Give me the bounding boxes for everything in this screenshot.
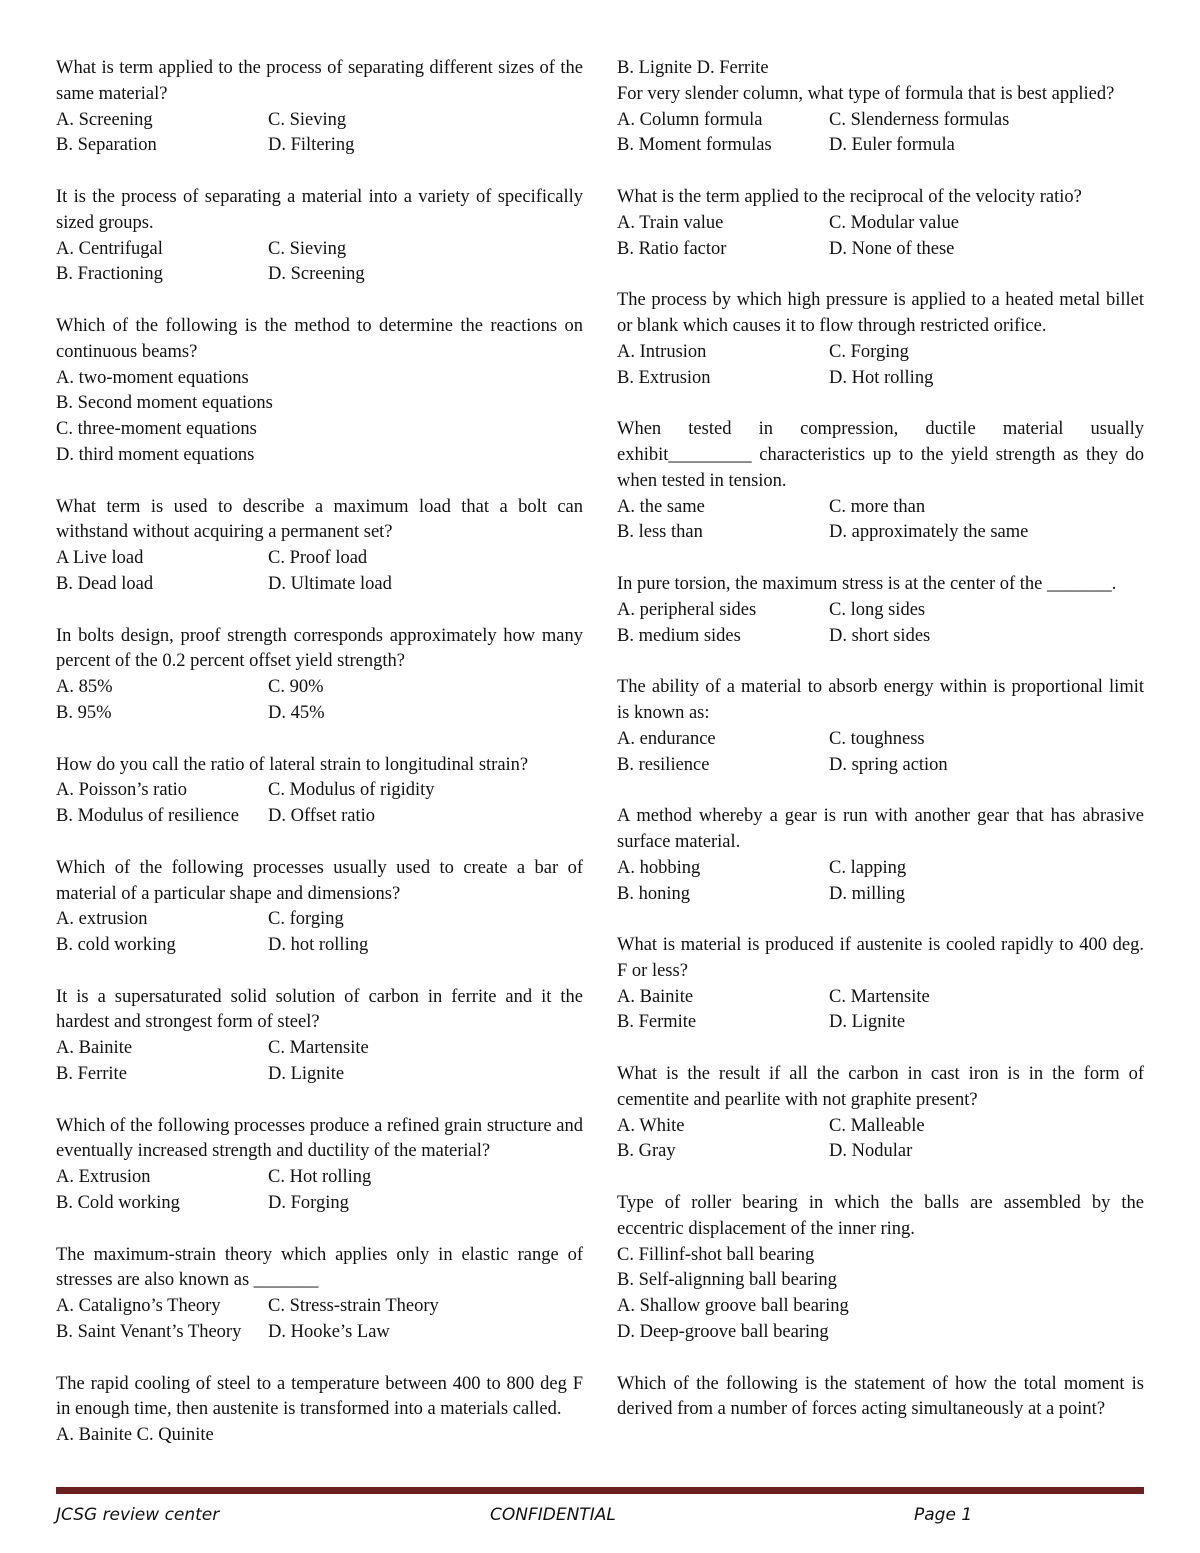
choice-option: A. Train value <box>617 212 724 233</box>
question-stem: Type of roller bearing in which the balls are assembled by the eccentric displacement of the inner ring. <box>617 1193 1144 1239</box>
choice-option: C. Slenderness formulas <box>829 109 1010 130</box>
question-block <box>617 675 1144 778</box>
choice-option: C. toughness <box>829 728 925 749</box>
spacer <box>617 262 1144 288</box>
choice-row <box>56 572 583 598</box>
choice-option: B. Second moment equations <box>56 393 273 414</box>
question-stem: It is a supersaturated solid solution of carbon in ferrite and it the hardest and strongest form of steel? <box>56 986 583 1033</box>
choice-option: B. Modulus of resilience <box>56 806 239 827</box>
choice-row <box>56 675 583 701</box>
question-block <box>56 856 583 959</box>
choice-row <box>617 1114 1144 1140</box>
choice-row <box>617 108 1144 134</box>
choice-option: C. Proof load <box>268 548 368 569</box>
spacer <box>617 546 1144 572</box>
question-block <box>617 572 1144 649</box>
right-column <box>617 56 1144 1423</box>
choice-option: C. Sieving <box>268 109 347 130</box>
choice-option: B. Fractioning <box>56 264 163 285</box>
question-block <box>56 314 583 469</box>
question-stem: A method whereby a gear is run with another gear that has abrasive surface material. <box>617 806 1144 852</box>
spacer <box>56 1217 583 1243</box>
choice-option: B. Separation <box>56 135 157 156</box>
choice-option: D. hot rolling <box>268 935 369 956</box>
choice-option: A. extrusion <box>56 909 148 930</box>
spacer <box>56 959 583 985</box>
question-stem: The rapid cooling of steel to a temperature between 400 to 800 deg F in enough time, then austenite is transformed into a materials called. <box>56 1373 583 1420</box>
choice-option: C. Stress-strain Theory <box>268 1296 439 1317</box>
choice-row <box>617 727 1144 753</box>
choice-option: C. three-moment equations <box>56 419 257 440</box>
choice-row <box>617 520 1144 546</box>
choice-row <box>617 1139 1144 1165</box>
choice-option: B. Moment formulas <box>617 135 772 156</box>
choice-option: D. milling <box>829 883 906 904</box>
footer-left-text: JCSG review center <box>56 1505 220 1525</box>
question-stem: In bolts design, proof strength corresponds approximately how many percent of the 0.2 percent offset yield strength? <box>56 625 583 672</box>
choice-row <box>56 1036 583 1062</box>
choice-option: B. Dead load <box>56 573 154 594</box>
choice-row <box>56 1165 583 1191</box>
choice-row <box>56 108 583 134</box>
choice-row <box>617 1010 1144 1036</box>
question-block <box>56 1243 583 1346</box>
question-block <box>617 288 1144 391</box>
choice-option: A. Shallow groove ball bearing <box>617 1296 849 1317</box>
spacer <box>56 159 583 185</box>
choice-option: D. approximately the same <box>829 522 1029 543</box>
choice-option: D. spring action <box>829 754 948 775</box>
question-stem: The maximum-strain theory which applies only in elastic range of stresses are also known as _______ <box>56 1244 583 1291</box>
choice-option: D. Deep-groove ball bearing <box>617 1322 829 1343</box>
question-block <box>617 417 1144 546</box>
choice-option: C. Fillinf-shot ball bearing <box>617 1244 815 1265</box>
choice-option: A. peripheral sides <box>617 599 757 620</box>
spacer <box>56 1346 583 1372</box>
question-stem: What is the result if all the carbon in cast iron is in the form of cementite and pearlite with not graphite present? <box>617 1064 1144 1110</box>
question-block <box>56 985 583 1088</box>
question-block <box>617 1372 1144 1424</box>
choice-option: B. Extrusion <box>617 367 711 388</box>
choice-option: B. Fermite <box>617 1012 697 1033</box>
choice-option: A. the same <box>617 496 705 517</box>
choice-option: D. Euler formula <box>829 135 955 156</box>
choice-option: D. Nodular <box>829 1141 913 1162</box>
question-stem: What is material is produced if austenite is cooled rapidly to 400 deg. F or less? <box>617 935 1144 981</box>
spacer <box>617 159 1144 185</box>
choice-option: D. Hot rolling <box>829 367 934 388</box>
question-block <box>617 82 1144 159</box>
question-block <box>56 495 583 598</box>
choice-option: A. Centrifugal <box>56 238 163 259</box>
choice-row <box>617 340 1144 366</box>
left-column <box>56 56 583 1449</box>
choice-option: B. Self-alignning ball bearing <box>617 1270 837 1291</box>
choice-option: A. 85% <box>56 677 113 698</box>
choice-option: B. 95% <box>56 702 112 723</box>
choice-option: A. hobbing <box>617 857 701 878</box>
question-stem: What is the term applied to the reciprocal of the velocity ratio? <box>617 186 1082 207</box>
choice-option: C. Modular value <box>829 212 959 233</box>
choice-row <box>56 1294 583 1320</box>
spacer <box>617 1165 1144 1191</box>
question-stem: The process by which high pressure is applied to a heated metal billet or blank which causes it to flow through restricted orifice. <box>617 290 1144 336</box>
question-stem: Which of the following is the method to determine the reactions on continuous beams? <box>56 315 583 362</box>
choice-option: A. White <box>617 1115 685 1136</box>
choice-option: C. forging <box>268 909 344 930</box>
choice-option: B. cold working <box>56 935 176 956</box>
choice-row <box>617 495 1144 521</box>
choice-option: D. Offset ratio <box>268 806 376 827</box>
question-stem: In pure torsion, the maximum stress is at the center of the _______. <box>617 573 1117 594</box>
spacer <box>56 830 583 856</box>
question-stem: How do you call the ratio of lateral strain to longitudinal strain? <box>56 754 529 775</box>
choice-option: C. long sides <box>829 599 926 620</box>
spacer <box>56 469 583 495</box>
spacer <box>617 1346 1144 1372</box>
choice-option: A. endurance <box>617 728 716 749</box>
choice-option: D. Ultimate load <box>268 573 392 594</box>
choice-option: A. Screening <box>56 109 153 130</box>
question-stem: For very slender column, what type of formula that is best applied? <box>617 83 1115 104</box>
choice-option: C. 90% <box>268 677 324 698</box>
choice-row <box>617 753 1144 779</box>
question-stem: What term is used to describe a maximum load that a bolt can withstand without acquiring a permanent set? <box>56 496 583 543</box>
question-block <box>617 56 1144 82</box>
question-block <box>56 56 583 159</box>
choice-row <box>617 985 1144 1011</box>
question-stem: It is the process of separating a material into a variety of specifically sized groups. <box>56 186 583 233</box>
choice-row <box>617 211 1144 237</box>
choice-option: D. third moment equations <box>56 444 255 465</box>
choice-option: C. Martensite <box>268 1038 369 1059</box>
choice-option: D. Screening <box>268 264 365 285</box>
choice-option: C. Martensite <box>829 986 930 1007</box>
choice-option: A. Bainite C. Quinite <box>56 1425 214 1446</box>
choice-row <box>56 546 583 572</box>
choice-option: A. Bainite <box>617 986 694 1007</box>
footer-rule <box>56 1487 1144 1494</box>
spacer <box>56 1088 583 1114</box>
question-block <box>56 624 583 727</box>
choice-option: A Live load <box>56 548 144 569</box>
choice-option: C. Sieving <box>268 238 347 259</box>
choice-option: B. medium sides <box>617 625 741 646</box>
choice-option: D. Lignite <box>268 1064 345 1085</box>
question-block <box>56 1114 583 1217</box>
question-block <box>617 185 1144 262</box>
choice-option: C. Malleable <box>829 1115 925 1136</box>
question-block <box>617 1062 1144 1165</box>
choice-row <box>56 804 583 830</box>
choice-option: A. Extrusion <box>56 1167 151 1188</box>
choice-option: B. honing <box>617 883 690 904</box>
choice-option: A. Intrusion <box>617 341 707 362</box>
choice-option: D. 45% <box>268 702 325 723</box>
footer-page-number: Page 1 <box>914 1505 973 1525</box>
choice-row <box>617 882 1144 908</box>
choice-row <box>56 133 583 159</box>
footer-center-text: CONFIDENTIAL <box>490 1505 616 1525</box>
choice-option: C. Hot rolling <box>268 1167 372 1188</box>
choice-row <box>56 1191 583 1217</box>
spacer <box>56 288 583 314</box>
choice-option: B. Gray <box>617 1141 676 1162</box>
spacer <box>617 649 1144 675</box>
spacer <box>617 391 1144 417</box>
question-block <box>56 753 583 830</box>
question-stem: When tested in compression, ductile material usually exhibit_________ characteristics up to the yield strength as they do when tested in tension. <box>617 419 1144 491</box>
choice-option: A. Poisson’s ratio <box>56 780 188 801</box>
choice-option: D. Filtering <box>268 135 355 156</box>
question-stem: The ability of a material to absorb energy within is proportional limit is known as: <box>617 677 1144 723</box>
choice-row <box>56 262 583 288</box>
spacer <box>56 598 583 624</box>
choice-option: C. lapping <box>829 857 907 878</box>
choice-option: B. Ferrite <box>56 1064 127 1085</box>
choice-row <box>617 624 1144 650</box>
question-stem: Which of the following is the statement of how the total moment is derived from a number of forces acting simultaneously at a point? <box>617 1373 1144 1420</box>
choice-option: C. more than <box>829 496 926 517</box>
question-block <box>56 185 583 288</box>
choice-row <box>617 598 1144 624</box>
choice-row <box>56 907 583 933</box>
choice-row <box>56 1320 583 1346</box>
choice-row <box>56 237 583 263</box>
choice-row <box>617 856 1144 882</box>
choice-option: B. Cold working <box>56 1193 180 1214</box>
choice-row <box>56 701 583 727</box>
choice-option: A. two-moment equations <box>56 367 249 388</box>
choice-option: C. Forging <box>829 341 909 362</box>
choice-row <box>56 778 583 804</box>
choice-option: B. Lignite D. Ferrite <box>617 58 769 78</box>
choice-option: D. Hooke’s Law <box>268 1322 390 1343</box>
choice-option: B. Saint Venant’s Theory <box>56 1322 242 1343</box>
choice-option: A. Bainite <box>56 1038 133 1059</box>
spacer <box>56 727 583 753</box>
choice-row <box>617 133 1144 159</box>
spacer <box>617 907 1144 933</box>
choice-row <box>617 366 1144 392</box>
spacer <box>617 778 1144 804</box>
question-block <box>56 1372 583 1449</box>
choice-row <box>56 1062 583 1088</box>
question-stem: What is term applied to the process of separating different sizes of the same material? <box>56 58 583 104</box>
choice-row <box>56 933 583 959</box>
question-stem: Which of the following processes usually used to create a bar of material of a particular shape and dimensions? <box>56 857 583 904</box>
spacer <box>617 1036 1144 1062</box>
choice-option: B. less than <box>617 522 703 543</box>
choice-row <box>617 237 1144 263</box>
choice-option: D. Lignite <box>829 1012 906 1033</box>
question-block <box>617 804 1144 907</box>
choice-option: A. Column formula <box>617 109 763 130</box>
question-stem: Which of the following processes produce a refined grain structure and eventually increased strength and ductility of the material? <box>56 1115 583 1162</box>
choice-option: D. None of these <box>829 238 955 259</box>
question-block <box>617 1191 1144 1346</box>
choice-option: D. Forging <box>268 1193 349 1214</box>
choice-option: C. Modulus of rigidity <box>268 780 435 801</box>
choice-option: B. Ratio factor <box>617 238 727 259</box>
question-block <box>617 933 1144 1036</box>
choice-option: B. resilience <box>617 754 710 775</box>
choice-option: A. Cataligno’s Theory <box>56 1296 221 1317</box>
choice-option: D. short sides <box>829 625 931 646</box>
